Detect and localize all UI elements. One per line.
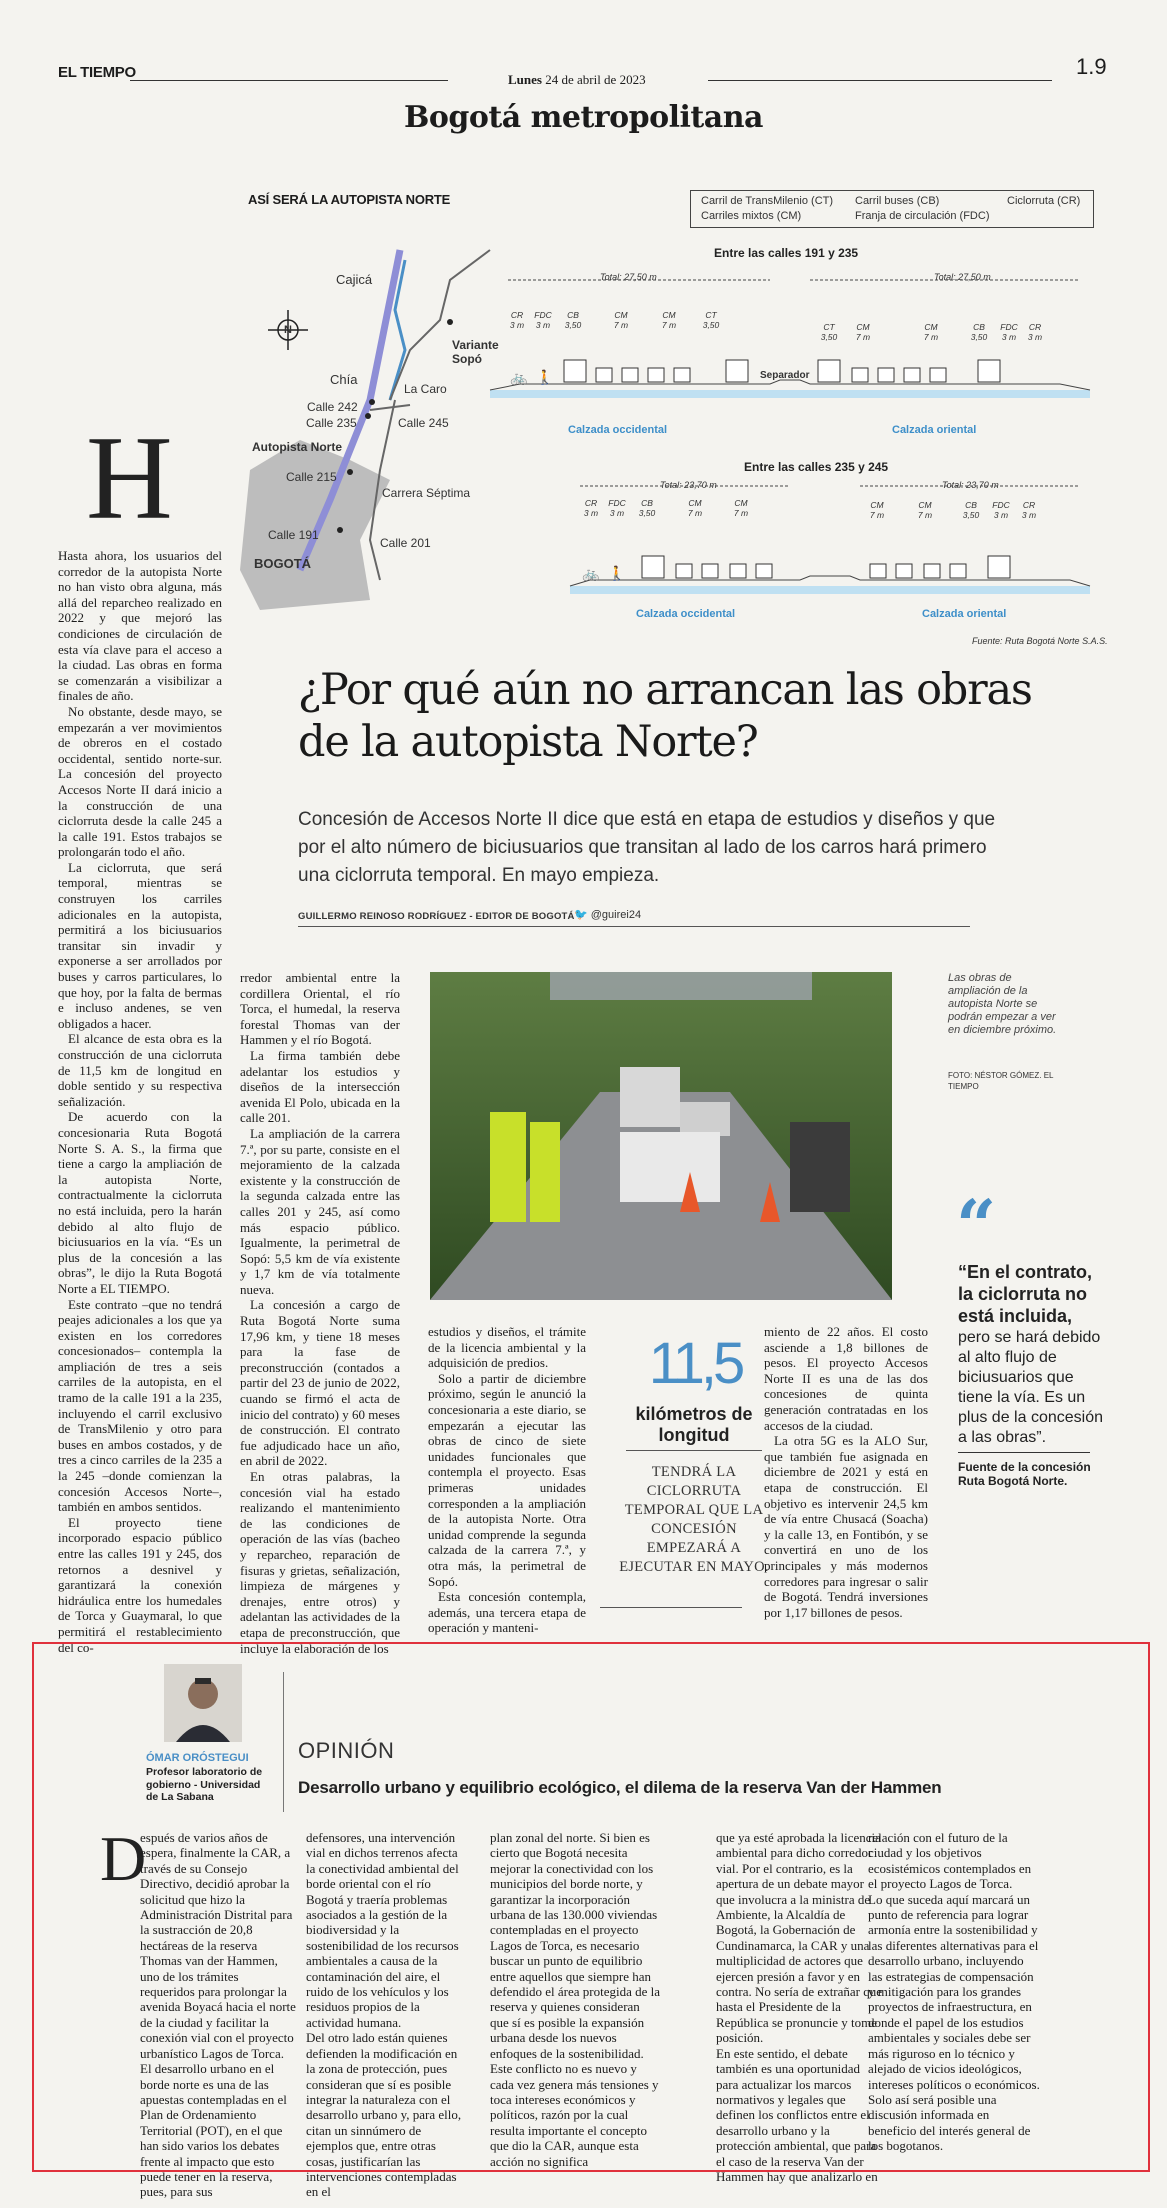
- car-icon: [870, 564, 886, 578]
- quote-source-rule: [958, 1452, 1090, 1453]
- car-icon: [878, 368, 894, 382]
- article-dropcap: H: [86, 411, 173, 544]
- twitter-handle[interactable]: [574, 908, 641, 921]
- article-paragraph: La concesión a cargo de Ruta Bogotá Norte suma 17,96 km, y tiene 18 meses para la fase de preconstrucción (contados a partir del 23 de junio de 2022, cuando se firmó el acta de inicio del contrato) y 60 meses de construcción. El contrato fue adjudicado hace un año, en abril de 2022.: [240, 1297, 400, 1469]
- author-name: ÓMAR ORÓSTEGUI: [146, 1752, 249, 1764]
- pedestrian-icon: 🚶: [608, 566, 626, 582]
- traffic-photo: [430, 972, 892, 1300]
- bus-icon: [642, 556, 664, 578]
- point-variante: [447, 319, 453, 325]
- map-label-cajica: Cajicá: [336, 272, 373, 287]
- legend-fdc: Franja de circulación (FDC): [855, 210, 990, 222]
- road-surface: [490, 390, 1090, 398]
- article-paragraph: No obstante, desde mayo, se empezarán a ver movimientos de obreros en el costado occidental, sentido norte-sur. La concesión del proyecto Accesos Norte II dará inicio a la construcción de una ciclorruta desde la calle 245 a la calle 191. Estos trabajos se prolongarán todo el año.: [58, 703, 222, 860]
- article-column-4: [764, 1324, 928, 1636]
- twitter-handle-text: @guirei24: [590, 909, 642, 921]
- map-label-chia: Chía: [330, 372, 358, 387]
- car-icon: [756, 564, 772, 578]
- article-deck: Concesión de Accesos Norte II dice que está en etapa de estudios y diseños y que por el alto número de biciusuarios que transitan al lado de los carros hará primero una ciclorruta temporal. En mayo empieza.: [298, 809, 996, 886]
- article-paragraph: El proyecto tiene incorporado espacio público entre las calles 191 y 245, dos retornos a desnivel y garantizará la conexión hidráulica entre los humedales de Torca y Guaymaral, lo que permitirá el restablecimiento del co-: [58, 1514, 222, 1655]
- opinion-dropcap: D: [100, 1823, 147, 1894]
- bus-icon: [988, 556, 1010, 578]
- lane-label: CR 3 m: [509, 310, 525, 330]
- map-label-calle-215: Calle 215: [286, 470, 337, 484]
- opinion-column-3: plan zonal del norte. Si bien es cierto que Bogotá necesita mejorar la conectividad con los municipios del borde norte, y garantizar la incorporación urbana de las 130.000 viviendas contempladas en el proyecto Lagos de Torca, es necesario buscar un punto de equilibrio entre aquellos que siempre han defendido el área protegida de la reserva y quienes consideran que sí es posible la expansión urbana desde los nuevos enfoques de la sostenibilidad. Este conflicto no es nuevo y cada vez genera más tensiones y toca intereses económicos y políticos, razón por la cual resulta importante el concepto que dio la CAR, aunque esta acción no significa: [490, 1830, 660, 2169]
- map-label-calle-235: Calle 235: [306, 416, 357, 430]
- lane-label: CM 7 m: [923, 322, 939, 342]
- calzada-occidental-label-1: Calzada occidental: [568, 424, 668, 436]
- article-column-2: [240, 970, 400, 1656]
- header-rule-right: [708, 80, 1052, 81]
- article-column-1: [58, 548, 222, 1655]
- newspaper-brand: EL TIEMPO: [58, 64, 136, 81]
- byline-rule: [298, 926, 970, 927]
- map-north-letter: N: [284, 324, 292, 336]
- infographic-title: ASÍ SERÁ LA AUTOPISTA NORTE: [248, 192, 451, 207]
- author-role: Profesor laboratorio de gobierno - Universidad de La Sabana: [146, 1766, 263, 1803]
- separator-label: Separador: [760, 370, 810, 381]
- transmilenio-icon: [726, 360, 748, 382]
- cyclist-icon: 🚲: [510, 370, 528, 386]
- article-paragraph: Solo a partir de diciembre próximo, según le anunció la concesionaria a este diario, se empezarán a ejecutar las obras de cinco de siete unidades funcionales que contempla el proyecto. Esas primeras unidades corresponden a la ampliación de la autopista Norte. Otra unidad comprende la segunda calzada de la carrera 7.ª, y otra más, la perimetral de Sopó.: [428, 1370, 586, 1589]
- point-calle-215: [347, 469, 353, 475]
- map-label-bogota: BOGOTÁ: [254, 556, 312, 571]
- lane-label: CR 3 m: [1021, 500, 1037, 520]
- car-icon: [924, 564, 940, 578]
- map-label-calle-191: Calle 191: [268, 528, 319, 542]
- cross-section-1-total-west: Total: 27,50 m: [600, 272, 657, 282]
- cross-section-1-title: Entre las calles 191 y 235: [714, 246, 859, 260]
- calzada-occidental-label-2: Calzada occidental: [636, 608, 736, 620]
- article-paragraph: De acuerdo con la concesionaria Ruta Bogotá Norte S. A. S., la firma que tiene a cargo la ampliación de la autopista Norte, contractualmente la ciclorruta no está incluida, pero la harán debido al alto flujo de biciusuarios en la vía. “Es un plus de la concesión a las obras”, le dijo la Ruta Bogotá Norte a EL TIEMPO.: [58, 1109, 222, 1296]
- opinion-column-4: que ya esté aprobada la licencia ambiental para dicho corredor vial. Por el contrario, es la apertura de un debate mayor que involucra a la ministra de Ambiente, la Alcaldía de Bogotá, la Gobernación de Cundinamarca, la CAR y una multiplicidad de actores que ejercen presión a favor y en contra. No sería de extrañar que hasta el Presidente de la República se pronuncie y tome posición. En este sentido, el debate también es una oportunidad para actualizar los marcos normativos y legales que definen los conflictos entre el desarrollo urbano y la protección ambiental, que para el caso de la reserva Van der Hammen hay que analizarlo en: [716, 1830, 883, 2184]
- article-paragraph: En otras palabras, la concesión vial ha estado realizando el mantenimiento de las condiciones de operación de las vías (bacheo y reparcheo, reparación de fisuras y grietas, señalización, limpieza de márgenes y drenajes, entre otros) y adelantan las actividades de la etapa de preconstrucción, que incluye la elaboración de los: [240, 1469, 400, 1656]
- lane-label: FDC 3 m: [1000, 322, 1018, 342]
- bogota-urban-area: [240, 440, 390, 610]
- article-paragraph: Esta concesión contempla, además, una tercera etapa de operación y manteni-: [428, 1589, 586, 1636]
- article-paragraph: La firma también debe adelantar los estudios y diseños de la intersección avenida El Polo, ubicada en la calle 201.: [240, 1047, 400, 1126]
- point-calle-242: [369, 399, 375, 405]
- stat-rule: [626, 1450, 762, 1451]
- car-icon: [596, 368, 612, 382]
- opinion-divider: [283, 1672, 284, 1812]
- lane-label: CM 7 m: [855, 322, 871, 342]
- article-paragraph: Hasta ahora, los usuarios del corredor de la autopista Norte no han visto obra alguna, más allá del reparcheo realizado en 2022 y que mejoró las condiciones de circulación de esta vía clave para el acceso a la ciudad. Las obras en forma se comenzarán a visibilizar a finales de año.: [58, 548, 222, 704]
- car-icon: [896, 564, 912, 578]
- opinion-kicker: OPINIÓN: [298, 1738, 395, 1763]
- opinion-headline: Desarrollo urbano y equilibrio ecológico, el dilema de la reserva Van der Hammen: [298, 1778, 942, 1797]
- stat-number: 11,5: [648, 1331, 742, 1396]
- article-paragraph: Este contrato –que no tendrá peajes adicionales a los que ya existen en los corredores concesionados– contempla la ampliación de tres a seis carriles de la autopista, en el tramo de la calle 191 a la 235, incluyendo el carril exclusivo de TransMilenio y otro para buses en ambos costados, y de tres a cinco carriles de la 235 a la 245 –donde comienzan la concesión Accesos Norte–, también en ambos sentidos.: [58, 1296, 222, 1515]
- lane-label: CB 3,50: [564, 310, 582, 330]
- calzada-oriental-label-2: Calzada oriental: [922, 608, 1007, 620]
- car-icon: [904, 368, 920, 382]
- infographic-source: Fuente: Ruta Bogotá Norte S.A.S.: [972, 636, 1108, 646]
- bus-icon: [978, 360, 1000, 382]
- cross-section-1-total-east: Total: 27,50 m: [934, 272, 991, 282]
- lane-label: FDC 3 m: [534, 310, 552, 330]
- article-paragraph: La otra 5G es la ALO Sur, que también fue asignada en diciembre de 2021 y está en etapa de construcción. El objetivo es intervenir 24,5 km de vía entre Chusacá (Soacha) y la calle 13, en Fontibón, y se convertirá en uno de los principales y más modernos corredores para ingresar o salir de Bogotá. Tendrá inversiones por 1,17 billones de pesos.: [764, 1433, 928, 1620]
- twitter-icon: 🐦: [574, 909, 588, 921]
- article-headline: ¿Por qué aún no arrancan las obras de la autopista Norte?: [298, 665, 1032, 767]
- calle-245-road: [370, 405, 410, 410]
- point-calle-191: [337, 527, 343, 533]
- pull-quote-rest: pero se hará debido al alto flujo de biciusuarios que tiene la vía. Es un plus de la concesión a las obras”.: [958, 1329, 1103, 1446]
- quote-mark-icon: “: [956, 1184, 997, 1267]
- lane-label: CM 7 m: [869, 500, 885, 520]
- car-icon: [852, 368, 868, 382]
- legend-ct: Carril de TransMilenio (CT): [701, 195, 834, 207]
- map-label-la-caro: La Caro: [404, 382, 447, 396]
- lane-label: FDC 3 m: [992, 500, 1010, 520]
- article-paragraph: El alcance de esta obra es la construcción de una ciclorruta de 11,5 km de longitud en doble sentido y su respectiva señalización.: [58, 1031, 222, 1109]
- date-weekday: Lunes: [508, 72, 542, 87]
- page-number: 1.9: [1076, 54, 1107, 79]
- infographic-legend: [690, 190, 1094, 228]
- lane-label: CM 7 m: [917, 500, 933, 520]
- stat-description: TENDRÁ LA CICLORRUTA TEMPORAL QUE LA CONCESIÓN EMPEZARÁ A EJECUTAR EN MAYO.: [619, 1464, 769, 1575]
- lane-label: CM 7 m: [661, 310, 677, 330]
- map-label-carrera-septima: Carrera Séptima: [382, 486, 471, 500]
- variante-road: [390, 250, 490, 400]
- stat-bottom-rule: [600, 1607, 742, 1608]
- lane-label: CB 3,50: [970, 322, 988, 342]
- lane-label: CM 7 m: [687, 498, 703, 518]
- author-portrait: [164, 1664, 242, 1742]
- lane-label: CM 7 m: [613, 310, 629, 330]
- car-icon: [676, 564, 692, 578]
- route-map: [240, 240, 500, 610]
- author-avatar: [164, 1664, 242, 1742]
- article-paragraph: La ampliación de la carrera 7.ª, por su parte, consiste en el mejoramiento de la calzada existente y la construcción de la segunda calzada entre las calles 201 y 245, así como más espacio público. Igualmente, la perimetral de Sopó: 5,5 km de vía existente y 1,7 km de vía totalmente nueva.: [240, 1125, 400, 1297]
- cross-section-2-total-west: Total: 23,70 m: [660, 480, 717, 490]
- lane-label: CT 3,50: [702, 310, 720, 330]
- car-icon: [950, 564, 966, 578]
- map-label-variante: Variante Sopó: [452, 338, 499, 366]
- map-label-calle-201: Calle 201: [380, 536, 431, 550]
- article-paragraph: rredor ambiental entre la cordillera Oriental, el río Torca, el humedal, la reserva forestal Thomas van der Hammen y el río Bogotá.: [240, 970, 400, 1048]
- issue-date: [508, 72, 646, 88]
- lane-label: CM 7 m: [733, 498, 749, 518]
- car-icon: [730, 564, 746, 578]
- transmilenio-icon: [818, 360, 840, 382]
- lane-label: CR 3 m: [583, 498, 599, 518]
- opinion-column-5: relación con el futuro de la ciudad y los objetivos ecosistémicos contemplados en el proyecto Lagos de Torca. Lo que suceda aquí marcará un punto de referencia para lograr armonía entre la sostenibilidad y las diferentes alternativas para el desarrollo urbano, incluyendo las estrategias de compensación y mitigación para los grandes proyectos de infraestructura, en donde el papel de los estudios ambientales y sociales debe ser más riguroso en lo técnico y alejado de vicios ideológicos, intereses políticos o económicos. Solo así será posible una discusión informada en beneficio del interés general de los bogotanos.: [868, 1830, 1040, 2154]
- header-rule-left: [130, 80, 448, 81]
- lane-label: CB 3,50: [962, 500, 980, 520]
- date-rest: 24 de abril de 2023: [541, 72, 646, 87]
- point-calle-235: [365, 413, 371, 419]
- car-icon: [674, 368, 690, 382]
- calzada-oriental-label-1: Calzada oriental: [892, 424, 977, 436]
- cyclist-icon: 🚲: [582, 566, 600, 582]
- map-label-calle-245: Calle 245: [398, 416, 449, 430]
- legend-cb: Carril buses (CB): [855, 195, 940, 207]
- pedestrian-icon: 🚶: [536, 370, 554, 386]
- opinion-column-1: espués de varios años de espera, finalmente la CAR, a través de su Consejo Directivo, decidió aprobar la solicitud que hizo la Administración Distrital para la sustracción de 20,8 hectáreas de la reserva Thomas van der Hammen, uno de los trámites requeridos para prolongar la avenida Boyacá hacia el norte de la ciudad y facilitar la conexión vial con el proyecto urbanístico Lagos de Torca. El desarrollo urbano en el borde norte es una de las apuestas contempladas en el Plan de Ordenamiento Territorial (POT), en el que han sido varios los debates frente al impacto que esto puede tener en la reserva, pues, para sus: [140, 1830, 296, 2200]
- map-label-autopista-norte: Autopista Norte: [252, 440, 342, 454]
- car-icon: [622, 368, 638, 382]
- cross-section-1-drawing: [480, 280, 1100, 410]
- article-column-3: [428, 1324, 586, 1636]
- pull-quote-source: Fuente de la concesión Ruta Bogotá Norte.: [958, 1460, 1091, 1488]
- bus-icon: [564, 360, 586, 382]
- article-paragraph: miento de 22 años. El costo asciende a 1,8 billones de pesos. El proyecto Accesos Norte II es una de las dos concesiones de quinta generación contratadas en los accesos de la ciudad.: [764, 1324, 928, 1433]
- car-icon: [648, 368, 664, 382]
- legend-cr: Ciclorruta (CR): [1007, 195, 1081, 207]
- car-icon: [702, 564, 718, 578]
- road-surface: [570, 586, 1090, 594]
- article-paragraph: estudios y diseños, el trámite de la licencia ambiental y la adquisición de predios.: [428, 1324, 586, 1371]
- lane-label: FDC 3 m: [608, 498, 626, 518]
- car-icon: [930, 368, 946, 382]
- lane-label: CB 3,50: [638, 498, 656, 518]
- cross-section-2-title: Entre las calles 235 y 245: [744, 460, 889, 474]
- pull-quote: [958, 1262, 1106, 1448]
- section-title: Bogotá metropolitana: [404, 100, 763, 135]
- article-byline: GUILLERMO REINOSO RODRÍGUEZ - EDITOR DE BOGOTÁ: [298, 911, 575, 922]
- lane-label: CT 3,50: [820, 322, 838, 342]
- cross-section-2-total-east: Total: 23,70 m: [942, 480, 999, 490]
- pull-quote-bold: “En el contrato, la ciclorruta no está incluida,: [958, 1262, 1093, 1326]
- stat-unit: kilómetros de longitud: [635, 1404, 753, 1445]
- legend-cm: Carriles mixtos (CM): [701, 210, 802, 222]
- photo-caption: Las obras de ampliación de la autopista Norte se podrán empezar a ver en diciembre próximo.: [948, 972, 1057, 1036]
- photo-credit: FOTO: NÉSTOR GÓMEZ. EL TIEMPO: [948, 1071, 1054, 1091]
- opinion-column-2: defensores, una intervención vial en dichos terrenos afecta la conectividad ambiental del borde oriental con el río Bogotá y traería problemas asociados a la gestión de la biodiversidad y la sostenibilidad de los recursos ambientales a causa de la contaminación del aire, el ruido de los vehículos y los residuos propios de la actividad humana. Del otro lado están quienes defienden la modificación en la zona de protección, pues consideran que sí es posible integrar la naturaleza con el desarrollo urbano y, para ello, citan un sinnúmero de ejemplos que, entre otras cosas, justificarían las intervenciones contempladas en el: [306, 1830, 462, 2200]
- article-photo: [430, 972, 892, 1300]
- map-label-calle-242: Calle 242: [307, 400, 358, 414]
- lane-label: CR 3 m: [1027, 322, 1043, 342]
- article-paragraph: La ciclorruta, que será temporal, mientras se construyen los carriles adicionales en la autopista, permitirá a los biciusuarios transitar sin invadir y exponerse a ser arrollados por buses y carros particulares, lo que hoy, por la falta de bermas e incluso andenes, se ven obligados a hacer.: [58, 859, 222, 1031]
